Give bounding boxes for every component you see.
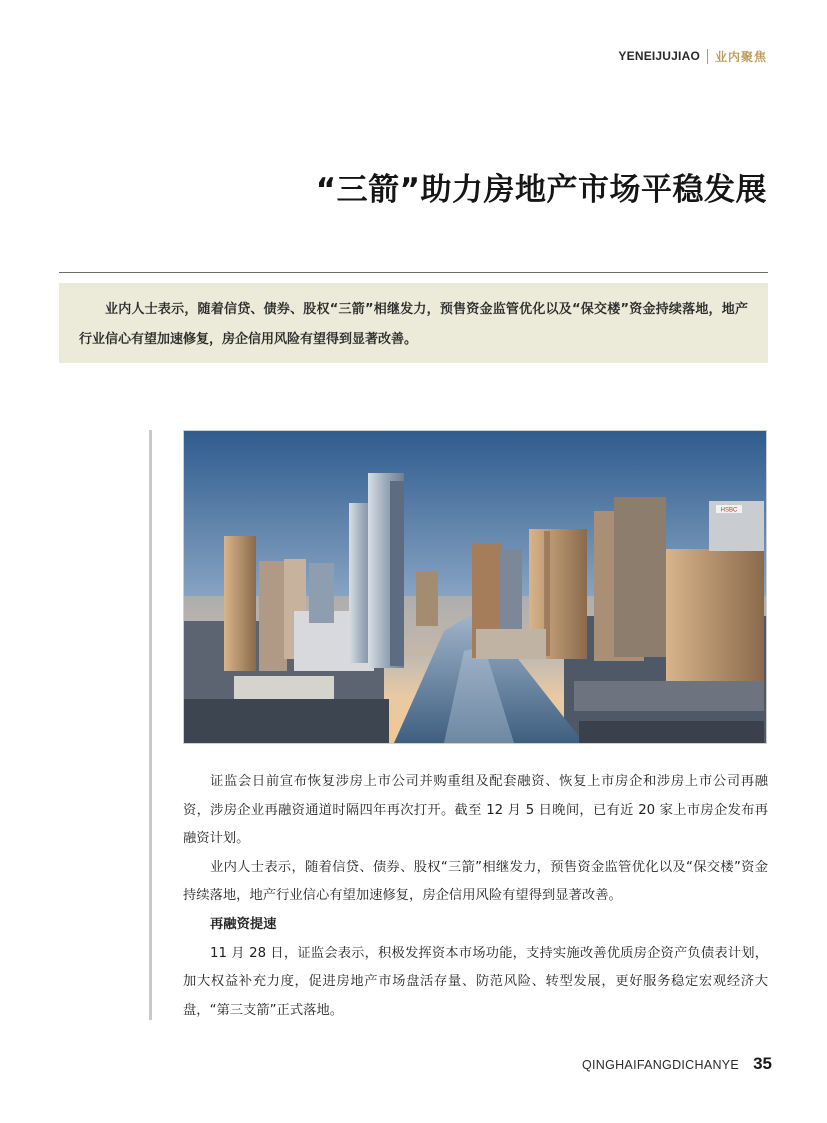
body-paragraph-2: 业内人士表示，随着信贷、债券、股权“三箭”相继发力，预售资金监管优化以及“保交楼”资金持续落地，地产行业信心有望加速修复，房企信用风险有望得到显著改善。 — [183, 859, 768, 904]
footer-publication: QINGHAIFANGDICHANYE — [581, 1058, 740, 1072]
article-body — [183, 768, 768, 1025]
city-skyline-illustration — [184, 431, 766, 743]
body-paragraph-1: 证监会日前宣布恢复涉房上市公司并购重组及配套融资、恢复上市房企和涉房上市公司再融资，涉房企业再融资通道时隔四年再次打开。截至 12 月 5 日晚间，已有近 20 家上市房企发布再融资计划。 — [183, 774, 768, 847]
section-tag-zh: 业内聚焦 — [714, 49, 767, 64]
section-tag-divider — [707, 49, 708, 64]
page-number: 35 — [753, 1054, 772, 1073]
section-tag-en: YENEIJUJIAO — [618, 49, 700, 63]
side-bar — [149, 430, 152, 1020]
page-footer — [582, 1054, 772, 1074]
title-rule — [59, 272, 768, 273]
body-paragraph-3: 11 月 28 日，证监会表示，积极发挥资本市场功能，支持实施改善优质房企资产负债表计划，加大权益补充力度，促进房地产市场盘活存量、防范风险、转型发展，更好服务稳定宏观经济大盘，“第三支箭”正式落地。 — [183, 945, 768, 1018]
section-subheading: 再融资提速 — [210, 916, 277, 932]
section-tag — [618, 47, 767, 65]
summary-box — [59, 283, 768, 363]
article-photo — [183, 430, 767, 744]
summary-text: 业内人士表示，随着信贷、债券、股权“三箭”相继发力，预售资金监管优化以及“保交楼”资金持续落地，地产行业信心有望加速修复，房企信用风险有望得到显著改善。 — [79, 302, 748, 347]
photo-sign: HSBC — [720, 507, 738, 514]
article-title: “三箭”助力房地产市场平稳发展 — [315, 172, 767, 208]
